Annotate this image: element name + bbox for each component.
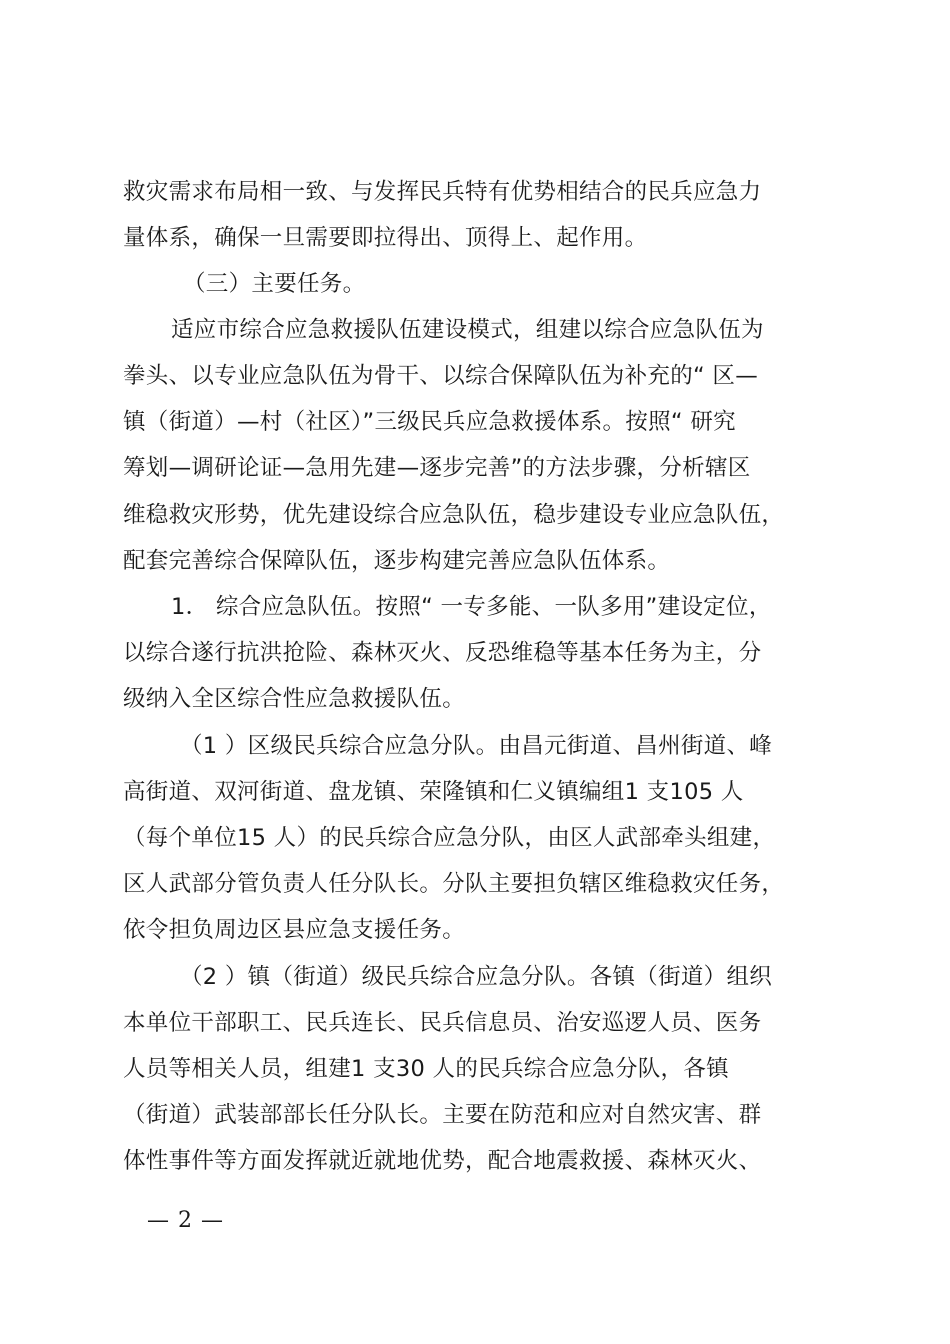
body-text-line: 镇（街道）—村（社区）”三级民兵应急救援体系。按照“ 研究 [123, 409, 736, 435]
body-text-line: （街道）武装部部长任分队长。主要在防范和应对自然灾害、群 [123, 1102, 762, 1128]
body-text-line: 级纳入全区综合性应急救援队伍。 [123, 686, 466, 712]
body-text-line: 救灾需求布局相一致、与发挥民兵特有优势相结合的民兵应急力 [123, 179, 762, 205]
body-text-line: 依令担负周边区县应急支援任务。 [123, 917, 466, 943]
body-text-line: 体性事件等方面发挥就近就地优势，配合地震救援、森林灭火、 [123, 1148, 762, 1174]
body-text-line: （每个单位15 人）的民兵综合应急分队，由区人武部牵头组建， [123, 825, 776, 851]
body-text-line: 量体系，确保一旦需要即拉得出、顶得上、起作用。 [123, 225, 648, 251]
paragraph-start-line: 适应市综合应急救援队伍建设模式，组建以综合应急队伍为 [171, 317, 764, 343]
paragraph-start-line: （2 ）镇（街道）级民兵综合应急分队。各镇（街道）组织 [180, 964, 773, 990]
body-text-line: 拳头、以专业应急队伍为骨干、以综合保障队伍为补充的“ 区— [123, 363, 759, 389]
paragraph-start-line: （1 ）区级民兵综合应急分队。由昌元街道、昌州街道、峰 [180, 733, 773, 759]
body-text-line: 维稳救灾形势，优先建设综合应急队伍，稳步建设专业应急队伍， [123, 502, 785, 528]
section-heading: （三）主要任务。 [183, 271, 366, 297]
body-text-line: 配套完善综合保障队伍，逐步构建完善应急队伍体系。 [123, 548, 671, 574]
page-number: — 2 — [147, 1208, 224, 1233]
paragraph-start-line: 1． 综合应急队伍。按照“ 一专多能、一队多用”建设定位， [171, 594, 772, 620]
body-text-line: 筹划—调研论证—急用先建—逐步完善”的方法步骤，分析辖区 [123, 455, 751, 481]
body-text-line: 高街道、双河街道、盘龙镇、荣隆镇和仁义镇编组1 支105 人 [123, 779, 744, 805]
body-text-line: 区人武部分管负责人任分队长。分队主要担负辖区维稳救灾任务， [123, 871, 785, 897]
body-text-line: 本单位干部职工、民兵连长、民兵信息员、治安巡逻人员、医务 [123, 1010, 762, 1036]
body-text-line: 以综合遂行抗洪抢险、森林灭火、反恐维稳等基本任务为主，分 [123, 640, 762, 666]
body-text-line: 人员等相关人员，组建1 支30 人的民兵综合应急分队，各镇 [123, 1056, 729, 1082]
